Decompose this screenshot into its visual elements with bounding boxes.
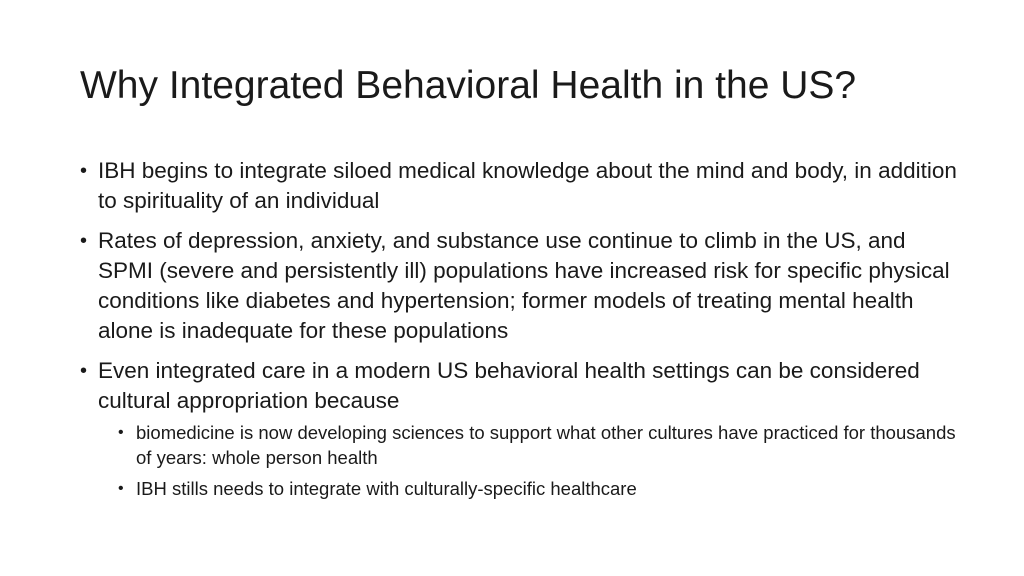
bullet-item-3 <box>80 356 960 501</box>
bullet-dot-icon: • <box>118 480 124 497</box>
bullet-dot-icon: • <box>80 360 88 382</box>
bullet-list <box>80 156 960 511</box>
bullet-dot-icon: • <box>80 230 88 252</box>
bullet-item-2 <box>80 226 960 346</box>
bullet-text: IBH begins to integrate siloed medical knowledge about the mind and body, in addition to spirituality of an individual <box>98 158 957 213</box>
bullet-text: Even integrated care in a modern US behavioral health settings can be considered cultural appropriation because <box>98 358 920 413</box>
sub-bullet-item-1 <box>118 420 960 470</box>
bullet-dot-icon: • <box>80 160 88 182</box>
slide-title: Why Integrated Behavioral Health in the US? <box>80 64 857 107</box>
sub-bullet-list <box>98 420 960 501</box>
sub-bullet-item-2 <box>118 476 960 501</box>
sub-bullet-text: biomedicine is now developing sciences to support what other cultures have practiced for thousands of years: whole person health <box>136 422 956 468</box>
bullet-dot-icon: • <box>118 424 124 441</box>
bullet-item-1 <box>80 156 960 216</box>
bullet-text: Rates of depression, anxiety, and substance use continue to climb in the US, and SPMI (severe and persistently ill) populations have increased risk for specific physical conditions like diabetes and hypertension; former models of treating mental health alone is inadequate for these populations <box>98 228 950 343</box>
sub-bullet-text: IBH stills needs to integrate with culturally-specific healthcare <box>136 478 637 499</box>
